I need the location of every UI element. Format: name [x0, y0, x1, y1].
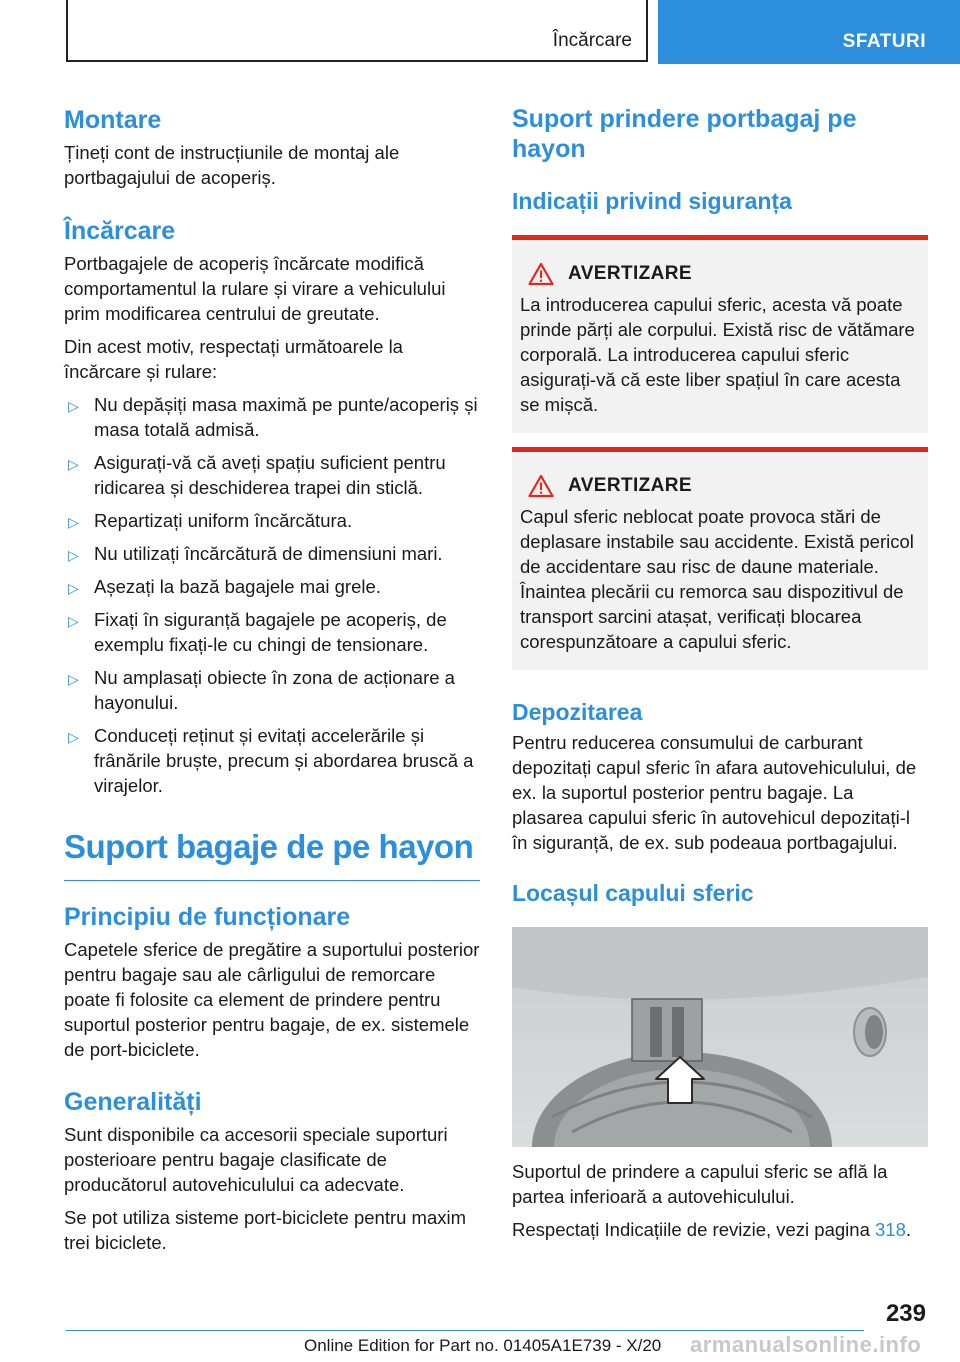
- header-section: SFATURI: [842, 31, 926, 52]
- list-item: ▷ Nu utilizați încărcătură de dimensiuni mari.: [64, 541, 480, 566]
- list-item: ▷ Nu amplasați obiecte în zona de acționare a hayonului.: [68, 667, 455, 713]
- chapter-title: Suport bagaje de pe hayon: [64, 828, 474, 865]
- page-header: [0, 0, 960, 66]
- tow-hook-receptacle-photo: [512, 927, 928, 1147]
- bullet-triangle-icon: ▷: [68, 547, 79, 563]
- warning-label: AVERTIZARE: [568, 475, 692, 496]
- vehicle-underside-illustration: [512, 927, 928, 1147]
- footer-edition: Online Edition for Part no. 01405A1E739 - X/20: [304, 1336, 662, 1355]
- incarcare-heading: Încărcare: [64, 217, 176, 245]
- watermark-brand: armanualsonline.info: [690, 1332, 922, 1357]
- warning-triangle-icon: [528, 262, 554, 286]
- generalitati-heading: Generalități: [64, 1088, 202, 1116]
- header-title: Încărcare: [552, 30, 632, 51]
- header-section-tab: [658, 0, 960, 64]
- warning-text: Capul sferic neblocat poate provoca stări de deplasare instabile sau accidente. Există pericol de accidentare sau risc de daune materiale. Înaintea plecării cu remorca sau dispozitivul de transport sarcini atașat, verificați blocarea corespunzătoare a capului sferic.: [520, 506, 914, 652]
- chapter-rule: [64, 880, 480, 881]
- incarcare-paragraph-1: Portbagajele de acoperiș încărcate modifică comportamentul la rulare și virare a vehiculului prim modificarea centrului de greutate.: [64, 253, 446, 324]
- service-reference: Respectați Indicațiile de revizie, vezi pagina 318.: [512, 1219, 912, 1240]
- montare-text: Țineți cont de instrucțiunile de montaj ale portbagajului de acoperiș.: [64, 142, 400, 188]
- list-item: ▷ Asigurați-vă că aveți spațiu suficient pentru ridicarea și deschiderea trapei din sticlă.: [68, 452, 446, 498]
- left-column: [64, 100, 480, 1255]
- page-number: 239: [885, 1300, 926, 1327]
- right-section-heading: Suport prindere portbagaj pe hayon: [512, 105, 857, 163]
- warning-header: [528, 474, 920, 498]
- generalitati-paragraph-2: Se pot utiliza sisteme port-biciclete pentru maxim trei biciclete.: [64, 1207, 467, 1253]
- list-item: ▷ Așezați la bază bagajele mai grele.: [64, 574, 480, 599]
- list-item: ▷ Fixați în siguranță bagajele pe acoperiș, de exemplu fixați-le cu chingi de tensionare.: [68, 609, 447, 655]
- warning-box-2: [512, 447, 928, 670]
- right-column: [512, 100, 928, 1242]
- warning-label: AVERTIZARE: [568, 263, 692, 284]
- safety-heading: Indicații privind siguranța: [512, 188, 792, 214]
- list-item: ▷ Conduceți reținut și evitați accelerările și frânările bruște, precum și abordarea bruscă a virajelor.: [68, 725, 474, 796]
- depozitarea-text: Pentru reducerea consumului de carburant depozitați capul sferic în afara autovehiculului, de ex. la suportul posterior pentru bagaje. La plasarea capului sferic în autovehicul depozitați-l în siguranță, de ex. sub podeaua portbagajului.: [512, 732, 917, 853]
- bullet-triangle-icon: ▷: [68, 514, 79, 530]
- bullet-triangle-icon: ▷: [68, 613, 79, 629]
- warning-header: [528, 262, 920, 286]
- depozitarea-heading: Depozitarea: [512, 699, 643, 725]
- footer-rule: [66, 1330, 864, 1331]
- montare-heading: Montare: [64, 106, 162, 134]
- bullet-triangle-icon: ▷: [68, 729, 79, 745]
- bullet-triangle-icon: ▷: [68, 580, 79, 596]
- header-title-box: [66, 0, 648, 62]
- list-item: ▷ Repartizați uniform încărcătura.: [64, 508, 480, 533]
- incarcare-list: [64, 392, 480, 798]
- bullet-triangle-icon: ▷: [68, 398, 79, 414]
- page-reference-link[interactable]: 318: [875, 1219, 906, 1240]
- locasul-heading: Locașul capului sferic: [512, 880, 754, 906]
- locasul-caption: Suportul de prindere a capului sferic se află la partea inferioară a autovehiculului.: [512, 1161, 888, 1207]
- generalitati-paragraph-1: Sunt disponibile ca accesorii speciale suporturi posterioare pentru bagaje clasificate de producătorul autovehiculului ca adecvate.: [64, 1124, 448, 1195]
- incarcare-paragraph-2: Din acest motiv, respectați următoarele la încărcare și rulare:: [64, 336, 403, 382]
- list-item: ▷ Nu depășiți masa maximă pe punte/acoperiș și masa totală admisă.: [68, 394, 478, 440]
- warning-triangle-icon: [528, 474, 554, 498]
- principiu-text: Capetele sferice de pregătire a suportului posterior pentru bagaje sau ale cârligului de remorcare poate fi folosite ca element de prindere pentru suportul posterior pentru bagaje, de ex. sistemele de port-biciclete.: [64, 939, 480, 1060]
- bullet-triangle-icon: ▷: [68, 456, 79, 472]
- principiu-heading: Principiu de funcționare: [64, 903, 351, 931]
- bullet-triangle-icon: ▷: [68, 671, 79, 687]
- warning-box-1: [512, 235, 928, 433]
- warning-text: La introducerea capului sferic, acesta vă poate prinde părți ale corpului. Există risc de vătămare corporală. La introducerea capului sferic asigurați-vă că este liber spațiul în care acesta se mișcă.: [520, 294, 915, 415]
